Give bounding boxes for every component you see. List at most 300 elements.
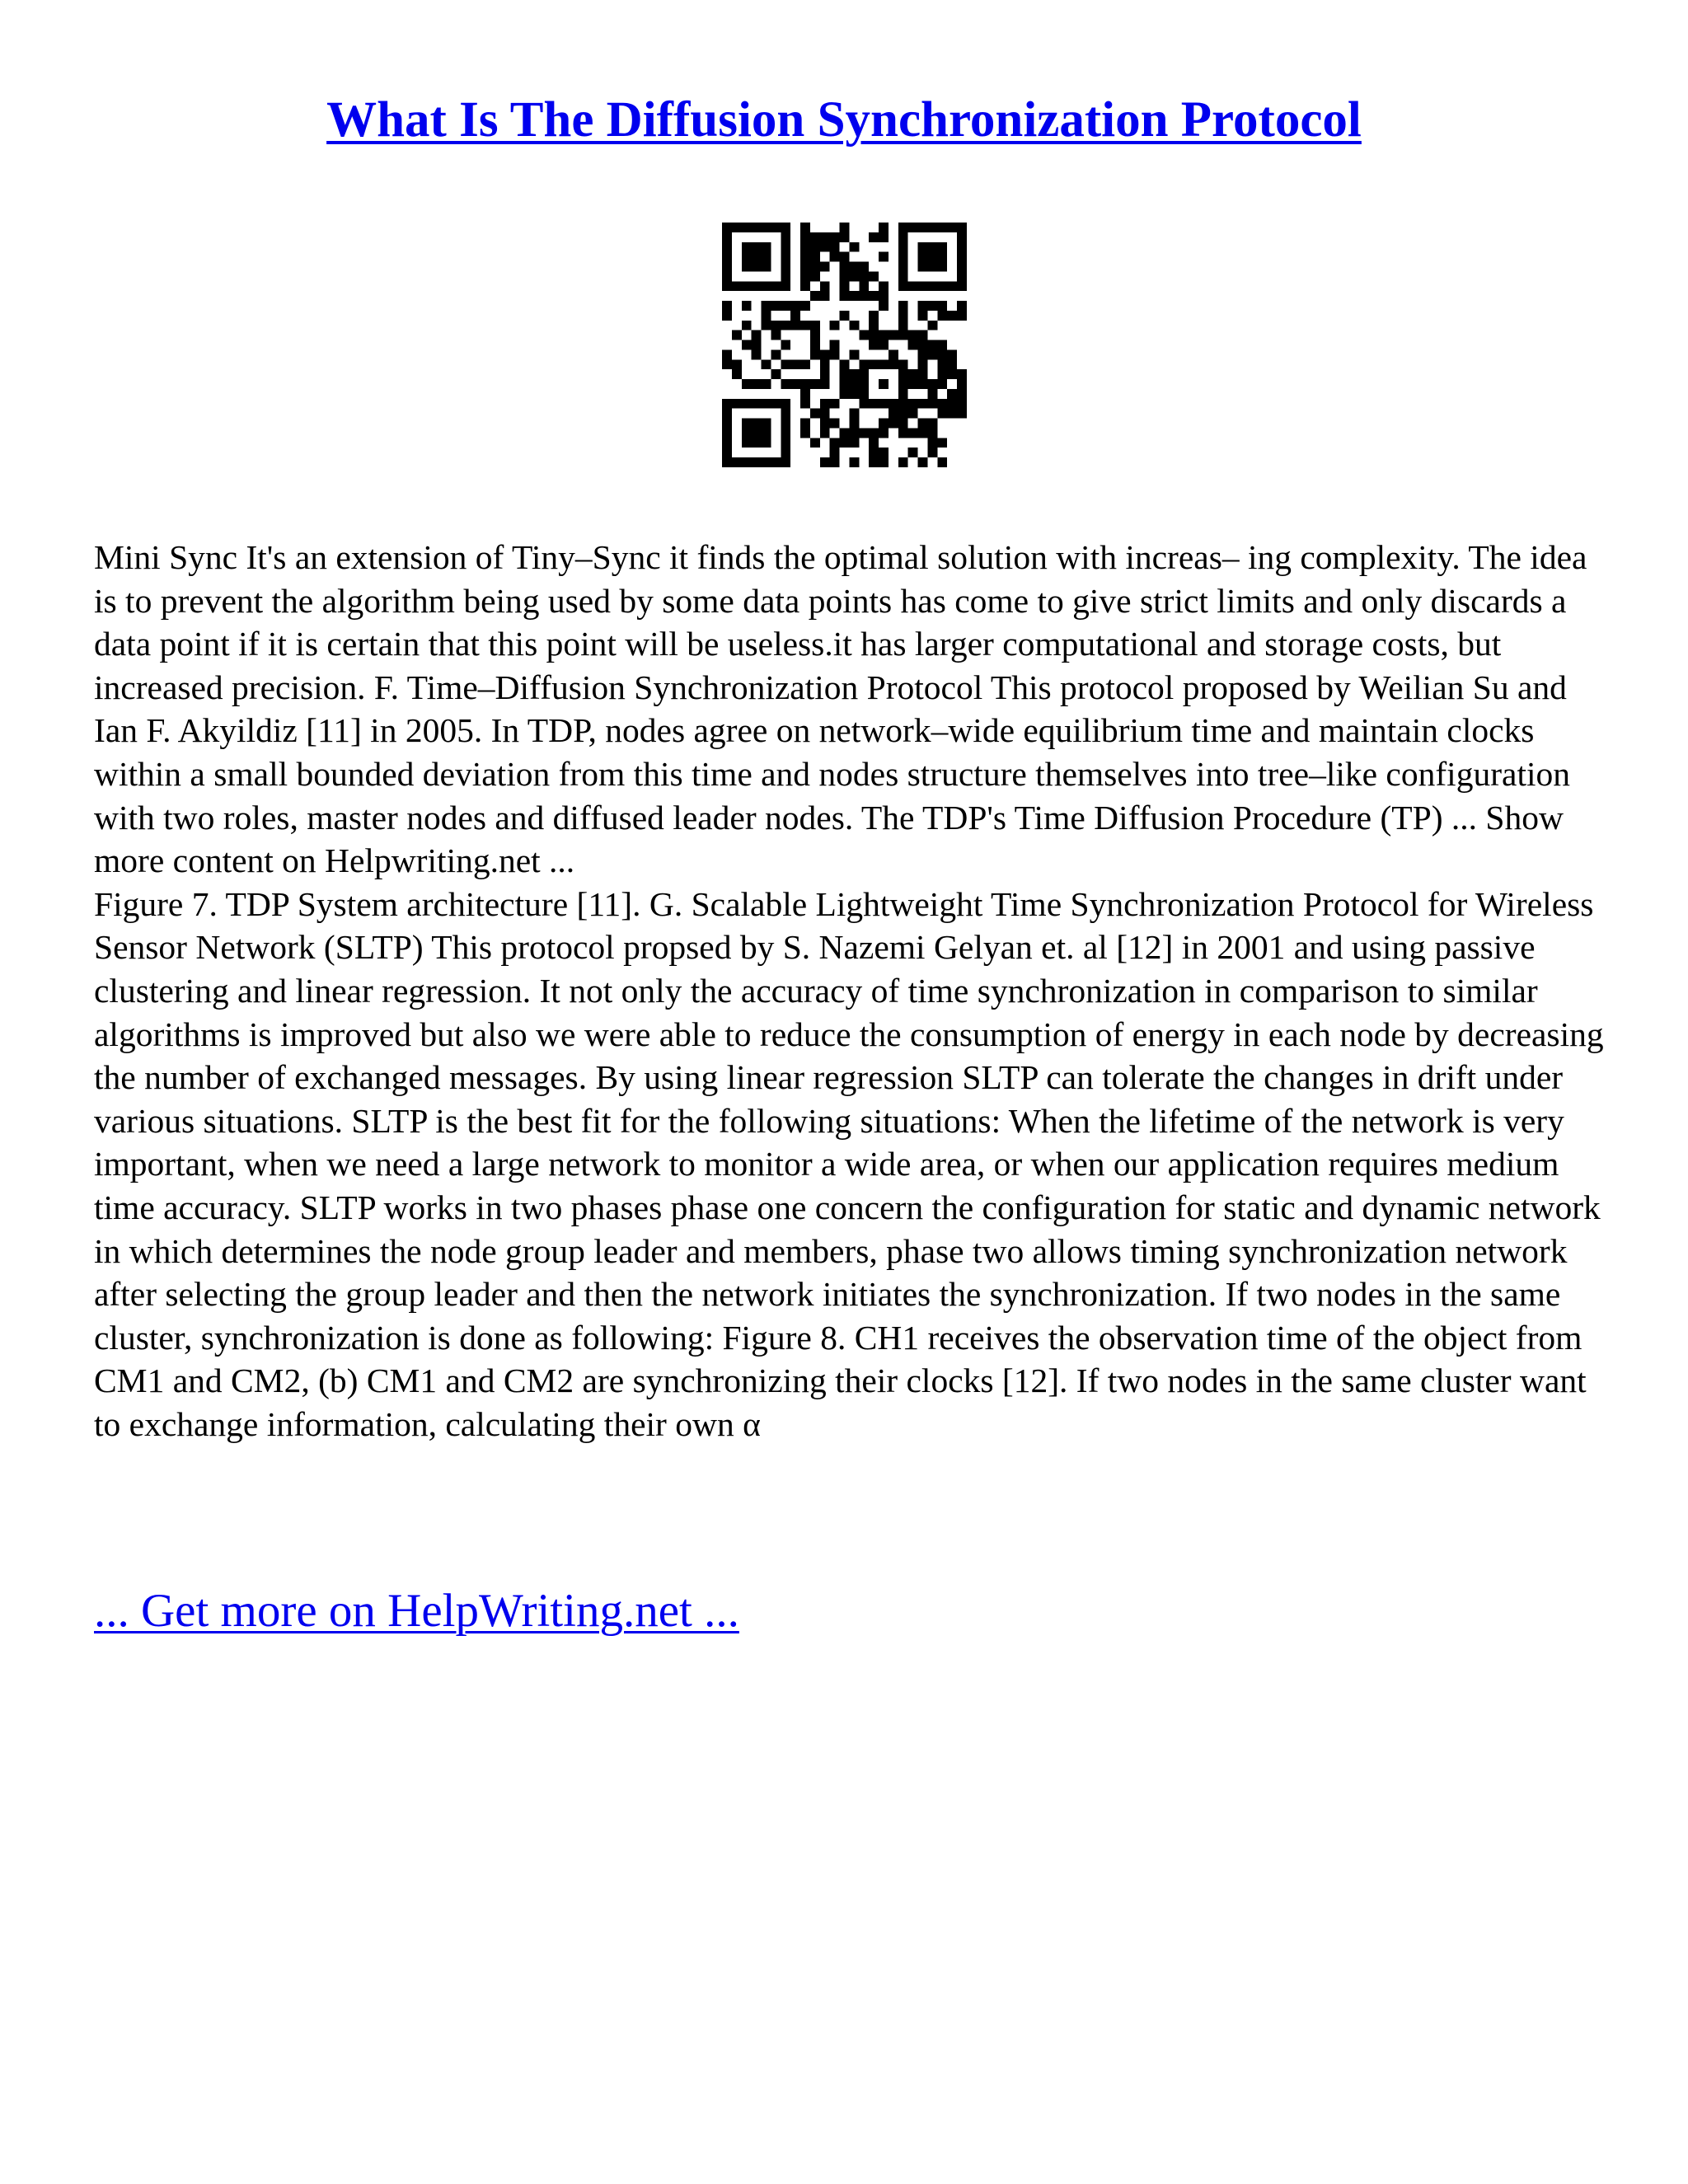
qr-module <box>918 457 928 467</box>
qr-module <box>879 428 889 438</box>
qr-module <box>810 340 820 350</box>
qr-module <box>859 281 869 291</box>
qr-module <box>849 321 859 330</box>
qr-module <box>840 389 850 399</box>
qr-module <box>830 349 840 359</box>
qr-module <box>781 281 790 291</box>
qr-module <box>810 291 820 301</box>
qr-module <box>889 419 898 429</box>
qr-module <box>908 330 918 340</box>
qr-module <box>762 399 771 409</box>
qr-module <box>937 379 947 389</box>
qr-module <box>752 281 762 291</box>
qr-module <box>722 359 732 369</box>
qr-module <box>927 438 937 448</box>
qr-module <box>869 271 879 281</box>
qr-module <box>918 419 928 429</box>
qr-module <box>781 223 790 232</box>
qr-module <box>742 321 752 330</box>
qr-module <box>800 262 810 272</box>
qr-module <box>908 379 918 389</box>
qr-module <box>800 301 810 311</box>
qr-module <box>869 438 879 448</box>
qr-module <box>810 232 820 242</box>
qr-module <box>869 448 879 457</box>
qr-module <box>908 369 918 379</box>
qr-module <box>918 349 928 359</box>
qr-module <box>742 252 752 262</box>
qr-module <box>927 419 937 429</box>
qr-module <box>849 438 859 448</box>
qr-module <box>762 242 771 252</box>
qr-module <box>722 242 732 252</box>
qr-module <box>840 428 850 438</box>
qr-module <box>840 359 850 369</box>
qr-module <box>869 232 879 242</box>
qr-module <box>957 252 967 262</box>
qr-module <box>762 321 771 330</box>
qr-module <box>859 359 869 369</box>
qr-module <box>849 291 859 301</box>
qr-module <box>840 252 850 262</box>
qr-module <box>849 349 859 359</box>
qr-module <box>732 223 742 232</box>
qr-module <box>742 281 752 291</box>
qr-module <box>742 301 752 311</box>
qr-module <box>781 428 790 438</box>
qr-module <box>781 242 790 252</box>
qr-module <box>722 252 732 262</box>
qr-module <box>790 311 800 321</box>
qr-module <box>879 330 889 340</box>
qr-module <box>810 321 820 330</box>
qr-module <box>859 271 869 281</box>
qr-module <box>898 359 908 369</box>
qr-module <box>800 321 810 330</box>
qr-module <box>927 242 937 252</box>
qr-module <box>859 262 869 272</box>
qr-module <box>820 349 830 359</box>
qr-module <box>771 281 781 291</box>
qr-module <box>918 223 928 232</box>
qr-module <box>820 291 830 301</box>
qr-module <box>927 262 937 272</box>
qr-module <box>742 457 752 467</box>
qr-module <box>752 223 762 232</box>
qr-module <box>937 242 947 252</box>
qr-module <box>879 419 889 429</box>
qr-module <box>752 399 762 409</box>
qr-module <box>840 379 850 389</box>
qr-module <box>762 359 771 369</box>
qr-module <box>889 359 898 369</box>
qr-module <box>898 330 908 340</box>
qr-module <box>742 419 752 429</box>
qr-module <box>732 369 742 379</box>
qr-module <box>849 409 859 419</box>
qr-module <box>879 301 889 311</box>
qr-module <box>918 252 928 262</box>
qr-module <box>918 242 928 252</box>
qr-module <box>849 262 859 272</box>
qr-module <box>800 399 810 409</box>
qr-module <box>849 389 859 399</box>
qr-module <box>879 291 889 301</box>
qr-module <box>722 457 732 467</box>
qr-module <box>790 321 800 330</box>
qr-module <box>830 399 840 409</box>
qr-module <box>830 242 840 252</box>
qr-module <box>918 379 928 389</box>
qr-module <box>947 369 957 379</box>
qr-module <box>869 311 879 321</box>
qr-module <box>820 242 830 252</box>
qr-module <box>869 291 879 301</box>
qr-module <box>810 271 820 281</box>
qr-module <box>927 321 937 330</box>
qr-module <box>810 438 820 448</box>
qr-module <box>781 340 790 350</box>
qr-module <box>840 291 850 301</box>
qr-module <box>752 457 762 467</box>
qr-module <box>722 399 732 409</box>
qr-module <box>908 281 918 291</box>
qr-module <box>879 399 889 409</box>
qr-module <box>918 330 928 340</box>
qr-code-graphic <box>722 223 967 467</box>
qr-module <box>790 379 800 389</box>
qr-module <box>898 281 908 291</box>
qr-module <box>830 232 840 242</box>
qr-module <box>742 438 752 448</box>
qr-module <box>820 359 830 369</box>
qr-module <box>898 419 908 429</box>
qr-module <box>869 359 879 369</box>
qr-module <box>908 409 918 419</box>
qr-module <box>722 301 732 311</box>
qr-module <box>820 457 830 467</box>
qr-module <box>879 448 889 457</box>
qr-module <box>957 369 967 379</box>
qr-module <box>927 252 937 262</box>
qr-module <box>898 321 908 330</box>
qr-module <box>722 262 732 272</box>
qr-module <box>957 262 967 272</box>
qr-module <box>957 223 967 232</box>
qr-module <box>742 262 752 272</box>
qr-module <box>790 359 800 369</box>
qr-module <box>937 369 947 379</box>
qr-module <box>927 448 937 457</box>
qr-module <box>879 359 889 369</box>
page-title-link[interactable]: What Is The Diffusion Synchronization Protocol <box>326 92 1362 148</box>
qr-module <box>781 438 790 448</box>
qr-module <box>918 311 928 321</box>
qr-module <box>840 271 850 281</box>
qr-module <box>752 428 762 438</box>
qr-module <box>830 457 840 467</box>
qr-module <box>771 349 781 359</box>
qr-module <box>840 223 850 232</box>
qr-module <box>840 262 850 272</box>
qr-module <box>937 281 947 291</box>
qr-module <box>762 419 771 429</box>
qr-module <box>781 301 790 311</box>
qr-module <box>820 379 830 389</box>
qr-module <box>879 379 889 389</box>
qr-module <box>830 340 840 350</box>
qr-module <box>918 262 928 272</box>
qr-module <box>927 379 937 389</box>
qr-module <box>771 330 781 340</box>
qr-module <box>722 271 732 281</box>
qr-module <box>898 389 908 399</box>
qr-module <box>879 223 889 232</box>
qr-module <box>918 340 928 350</box>
qr-module <box>898 252 908 262</box>
qr-module <box>762 281 771 291</box>
qr-module <box>898 428 908 438</box>
qr-module <box>840 438 850 448</box>
qr-module <box>957 389 967 399</box>
qr-module <box>898 262 908 272</box>
qr-module <box>722 223 732 232</box>
qr-module <box>869 340 879 350</box>
qr-module <box>947 223 957 232</box>
qr-module <box>820 369 830 379</box>
qr-module <box>810 242 820 252</box>
qr-module <box>830 438 840 448</box>
qr-module <box>762 379 771 389</box>
qr-module <box>918 369 928 379</box>
qr-module <box>790 301 800 311</box>
qr-module <box>800 359 810 369</box>
qr-module <box>722 409 732 419</box>
qr-module <box>722 349 732 359</box>
qr-module <box>879 252 889 262</box>
qr-code <box>722 223 967 467</box>
qr-module <box>927 349 937 359</box>
qr-module <box>937 301 947 311</box>
qr-module <box>742 242 752 252</box>
qr-module <box>800 389 810 399</box>
qr-module <box>732 330 742 340</box>
qr-module <box>957 301 967 311</box>
qr-module <box>898 311 908 321</box>
qr-module <box>869 330 879 340</box>
qr-module <box>927 428 937 438</box>
qr-module <box>947 349 957 359</box>
qr-module <box>820 419 830 429</box>
qr-module <box>781 262 790 272</box>
qr-module <box>879 340 889 350</box>
qr-module <box>810 349 820 359</box>
qr-module <box>771 223 781 232</box>
qr-module <box>937 349 947 359</box>
qr-module <box>859 291 869 301</box>
qr-module <box>927 389 937 399</box>
qr-module <box>937 252 947 262</box>
qr-module <box>752 349 762 359</box>
qr-module <box>781 457 790 467</box>
qr-module <box>947 389 957 399</box>
qr-module <box>732 457 742 467</box>
qr-module <box>937 223 947 232</box>
article-body <box>94 536 1606 1446</box>
qr-module <box>879 232 889 242</box>
qr-module <box>927 281 937 291</box>
qr-module <box>840 369 850 379</box>
qr-module <box>830 252 840 262</box>
get-more-link[interactable]: ... Get more on HelpWriting.net ... <box>94 1585 739 1637</box>
qr-module <box>771 457 781 467</box>
qr-module <box>810 330 820 340</box>
qr-module <box>927 223 937 232</box>
qr-module <box>752 419 762 429</box>
qr-module <box>752 340 762 350</box>
qr-module <box>781 409 790 419</box>
qr-module <box>722 311 732 321</box>
qr-module <box>937 457 947 467</box>
qr-module <box>957 242 967 252</box>
qr-module <box>771 301 781 311</box>
qr-module <box>927 340 937 350</box>
qr-module <box>957 232 967 242</box>
qr-module <box>752 379 762 389</box>
qr-module <box>937 311 947 321</box>
qr-module <box>908 448 918 457</box>
qr-module <box>937 359 947 369</box>
qr-module <box>859 389 869 399</box>
qr-module <box>898 223 908 232</box>
qr-module <box>800 281 810 291</box>
qr-module <box>732 281 742 291</box>
qr-module <box>781 379 790 389</box>
qr-module <box>742 340 752 350</box>
qr-module <box>762 428 771 438</box>
qr-module <box>957 311 967 321</box>
qr-module <box>771 369 781 379</box>
qr-module <box>927 301 937 311</box>
qr-module <box>869 428 879 438</box>
qr-module <box>800 232 810 242</box>
qr-module <box>722 281 732 291</box>
qr-module <box>781 399 790 409</box>
qr-module <box>762 262 771 272</box>
qr-module <box>869 457 879 467</box>
qr-module <box>918 281 928 291</box>
qr-module <box>898 369 908 379</box>
qr-module <box>781 232 790 242</box>
qr-module <box>820 281 830 291</box>
qr-module <box>722 438 732 448</box>
qr-module <box>918 399 928 409</box>
qr-module <box>820 262 830 272</box>
qr-module <box>937 340 947 350</box>
qr-module <box>781 448 790 457</box>
qr-module <box>820 428 830 438</box>
qr-module <box>752 242 762 252</box>
qr-module <box>800 252 810 262</box>
qr-module <box>957 409 967 419</box>
qr-module <box>879 457 889 467</box>
qr-module <box>918 301 928 311</box>
qr-module <box>908 340 918 350</box>
qr-module <box>849 379 859 389</box>
qr-module <box>849 428 859 438</box>
qr-module <box>820 409 830 419</box>
qr-module <box>859 428 869 438</box>
qr-module <box>898 409 908 419</box>
qr-module <box>869 321 879 330</box>
qr-module <box>762 311 771 321</box>
qr-module <box>957 399 967 409</box>
qr-module <box>859 379 869 389</box>
qr-module <box>849 419 859 429</box>
qr-module <box>937 438 947 448</box>
qr-module <box>898 232 908 242</box>
qr-module <box>889 399 898 409</box>
qr-module <box>820 399 830 409</box>
qr-module <box>722 448 732 457</box>
qr-module <box>752 262 762 272</box>
qr-module <box>840 281 850 291</box>
qr-module <box>937 409 947 419</box>
qr-module <box>810 409 820 419</box>
qr-module <box>732 359 742 369</box>
qr-module <box>957 379 967 389</box>
qr-module <box>898 457 908 467</box>
title-container <box>0 87 1688 153</box>
qr-module <box>879 281 889 291</box>
qr-module <box>800 242 810 252</box>
qr-module <box>927 399 937 409</box>
qr-module <box>937 262 947 272</box>
qr-module <box>908 428 918 438</box>
qr-module <box>762 301 771 311</box>
qr-module <box>859 330 869 340</box>
qr-module <box>781 359 790 369</box>
qr-module <box>947 409 957 419</box>
qr-module <box>762 438 771 448</box>
qr-module <box>810 379 820 389</box>
qr-module <box>800 379 810 389</box>
qr-module <box>840 311 850 321</box>
qr-module <box>859 399 869 409</box>
qr-module <box>898 242 908 252</box>
qr-module <box>898 271 908 281</box>
qr-module <box>800 223 810 232</box>
qr-module <box>752 252 762 262</box>
qr-module <box>762 457 771 467</box>
qr-module <box>947 359 957 369</box>
qr-module <box>898 301 908 311</box>
paragraph: Figure 7. TDP System architecture [11]. G. Scalable Lightweight Time Synchronization Protocol for Wireless Sensor Network (SLTP) This protocol propsed by S. Nazemi Gelyan et. al [12] in 2001 and using passive clustering and linear regression. It not only the accuracy of time synchronization in comparison to similar algorithms is improved but also we were able to reduce the consumption of energy in each node by decreasing the number of exchanged messages. By using linear regression SLTP can tolerate the changes in drift under various situations. SLTP is the best fit for the following situations: When the lifetime of the network is very important, when we need a large network to monitor a wide area, or when our application requires medium time accuracy. SLTP works in two phases phase one concern the configuration for static and dynamic network in which determines the node group leader and members, phase two allows timing synchronization network after selecting the group leader and then the network initiates the synchronization. If two nodes in the same cluster, synchronization is done as following: Figure 8. CH1 receives the observation time of the object from CM1 and CM2, (b) CM1 and CM2 are synchronizing their clocks [12]. If two nodes in the same cluster want to exchange information, calculating their own α <box>94 884 1604 1443</box>
more-link-container <box>94 1582 739 1640</box>
qr-module <box>820 232 830 242</box>
qr-module <box>898 379 908 389</box>
qr-module <box>908 399 918 409</box>
qr-module <box>762 223 771 232</box>
qr-module <box>957 271 967 281</box>
qr-module <box>752 330 762 340</box>
qr-module <box>781 271 790 281</box>
qr-module <box>722 419 732 429</box>
qr-module <box>947 311 957 321</box>
qr-module <box>957 281 967 291</box>
paragraph: Mini Sync It's an extension of Tiny–Sync it finds the optimal solution with increas– ing complexity. The idea is to prevent the algorithm being used by some data points has come to give strict limits and only discards a data point if it is certain that this point will be useless.it has larger computational and storage costs, but increased precision. F. Time–Diffusion Synchronization Protocol This protocol proposed by Weilian Su and Ian F. Akyildiz [11] in 2005. In TDP, nodes agree on network–wide equilibrium time and maintain clocks within a small bounded deviation from this time and nodes structure themselves into tree–like configuration with two roles, master nodes and diffused leader nodes. The TDP's Time Diffusion Procedure (TP) ... Show more content on Helpwriting.net ... <box>94 538 1587 880</box>
qr-module <box>947 281 957 291</box>
